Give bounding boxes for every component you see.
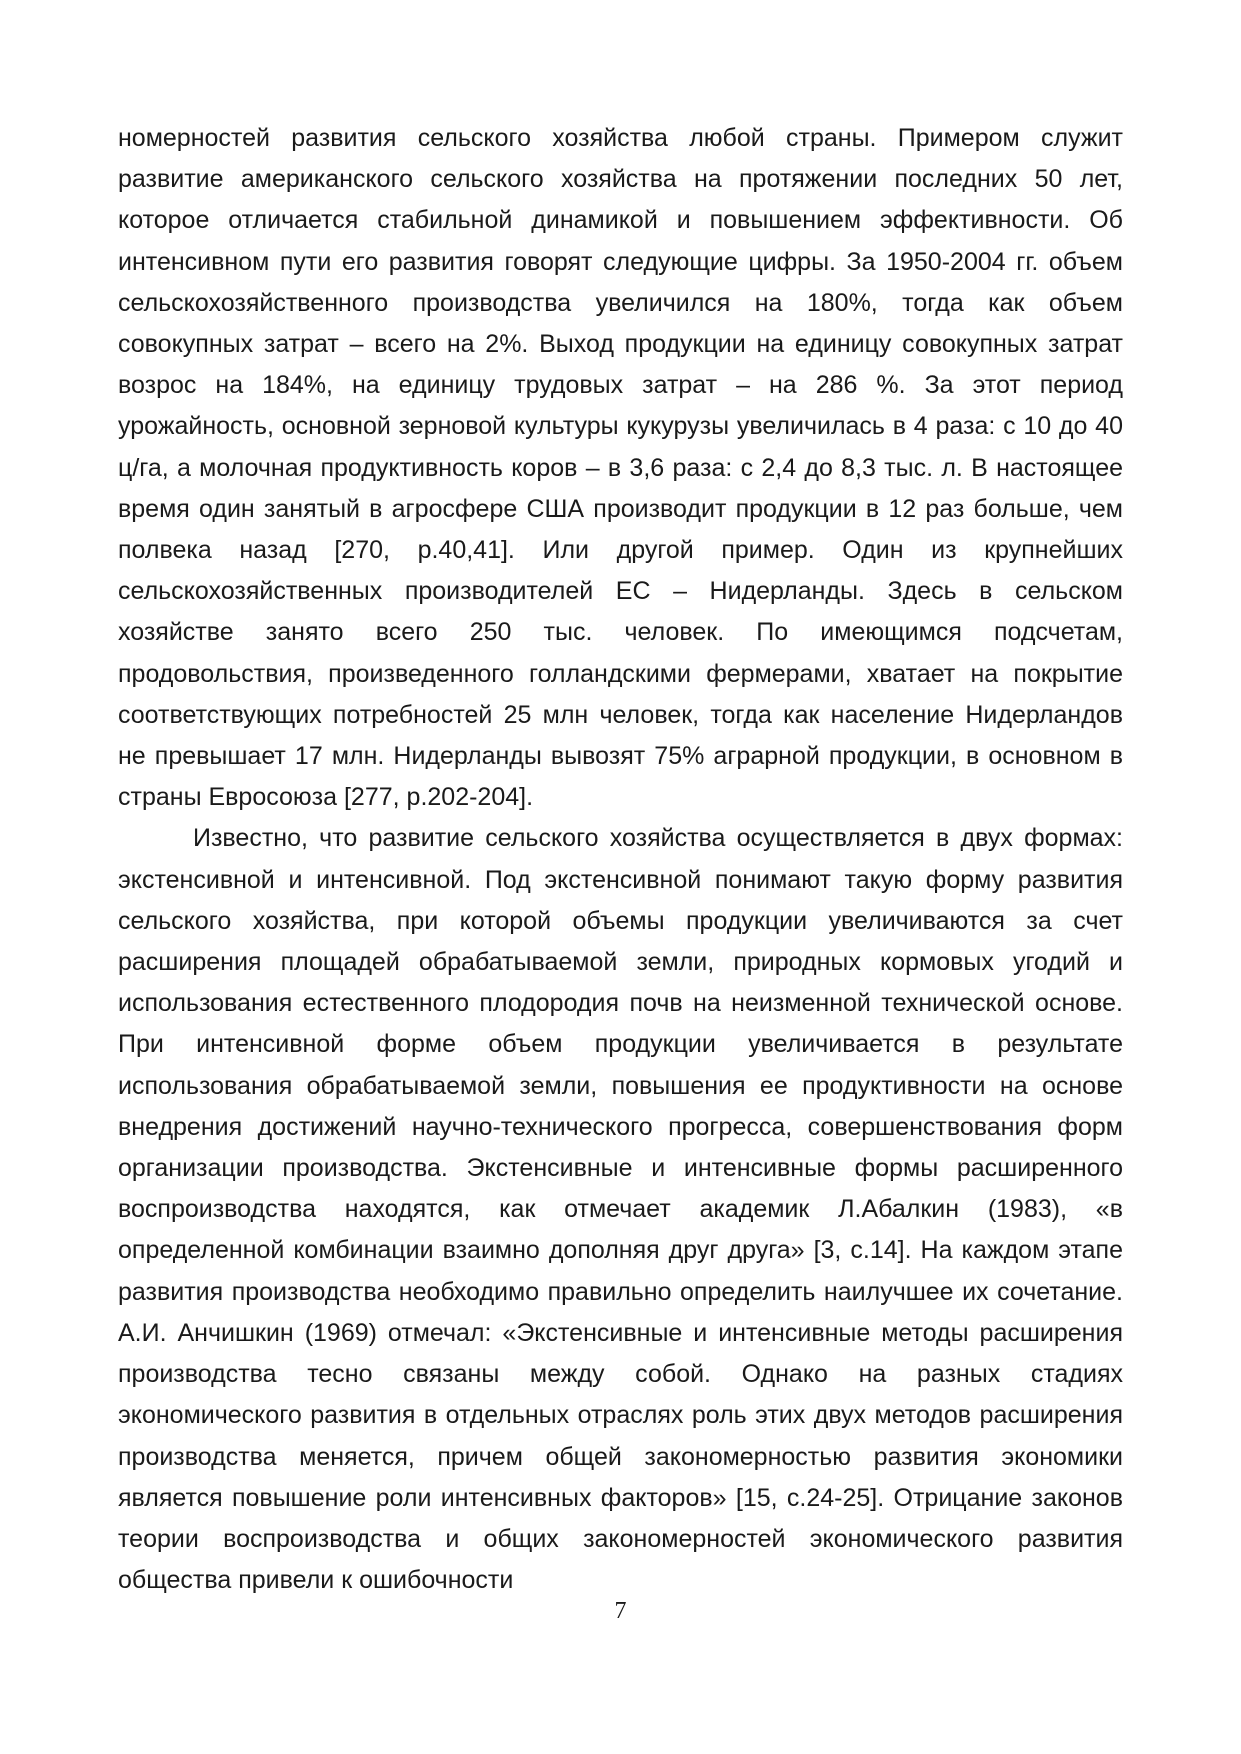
paragraph-forms-of-development: Известно, что развитие сельского хозяйства осуществляется в двух формах: экстенсивной и интенсивной. Под экстенсивной понимают такую форму развития сельского хозяйства, при которой объемы продукции увеличиваются за счет расширения площадей обрабатываемой земли, природных кормовых угодий и использования естественного плодородия почв на неизменной технической основе. При интенсивной форме объем продукции увеличивается в результате использования обрабатываемой земли, повышения ее продуктивности на основе внедрения достижений научно-технического прогресса, совершенствования форм организации производства. Экстенсивные и интенсивные формы расширенного воспроизводства находятся, как отмечает академик Л.Абалкин (1983), «в определенной комбинации взаимно дополняя друг друга» [3, с.14]. На каждом этапе развития производства необходимо правильно определить наилучшее их сочетание. А.И. Анчишкин (1969) отмечал: «Экстенсивные и интенсивные методы расширения производства тесно связаны между собой. Однако на разных стадиях экономического развития в отдельных отраслях роль этих двух методов расширения производства меняется, причем общей закономерностью развития экономики является повышение роли интенсивных факторов» [15, с.24-25]. Отрицание законов теории воспроизводства и общих закономерностей экономического развития общества привели к ошибочности (118, 824, 1123, 1595)
page-number: 7 (614, 1598, 627, 1624)
body-text (118, 118, 1123, 1601)
paragraph-continued: номерностей развития сельского хозяйства любой страны. Примером служит развитие американского сельского хозяйства на протяжении последних 50 лет, которое отличается стабильной динамикой и повышением эффективности. Об интенсивном пути его развития говорят следующие цифры. За 1950-2004 гг. объем сельскохозяйственного производства увеличился на 180%, тогда как объем совокупных затрат – всего на 2%. Выход продукции на единицу совокупных затрат возрос на 184%, на единицу трудовых затрат – на 286 %. За этот период урожайность, основной зерновой культуры кукурузы увеличилась в 4 раза: с 10 до 40 ц/га, а молочная продуктивность коров – в 3,6 раза: с 2,4 до 8,3 тыс. л. В настоящее время один занятый в агросфере США производит продукции в 12 раз больше, чем полвека назад [270, р.40,41]. Или другой пример. Один из крупнейших сельскохозяйственных производителей ЕС – Нидерланды. Здесь в сельском хозяйстве занято всего 250 тыс. человек. По имеющимся подсчетам, продовольствия, произведенного голландскими фермерами, хватает на покрытие соответствующих потребностей 25 млн человек, тогда как население Нидерландов не превышает 17 млн. Нидерланды вывозят 75% аграрной продукции, в основном в страны Евросоюза [277, р.202-204]. (118, 124, 1123, 812)
